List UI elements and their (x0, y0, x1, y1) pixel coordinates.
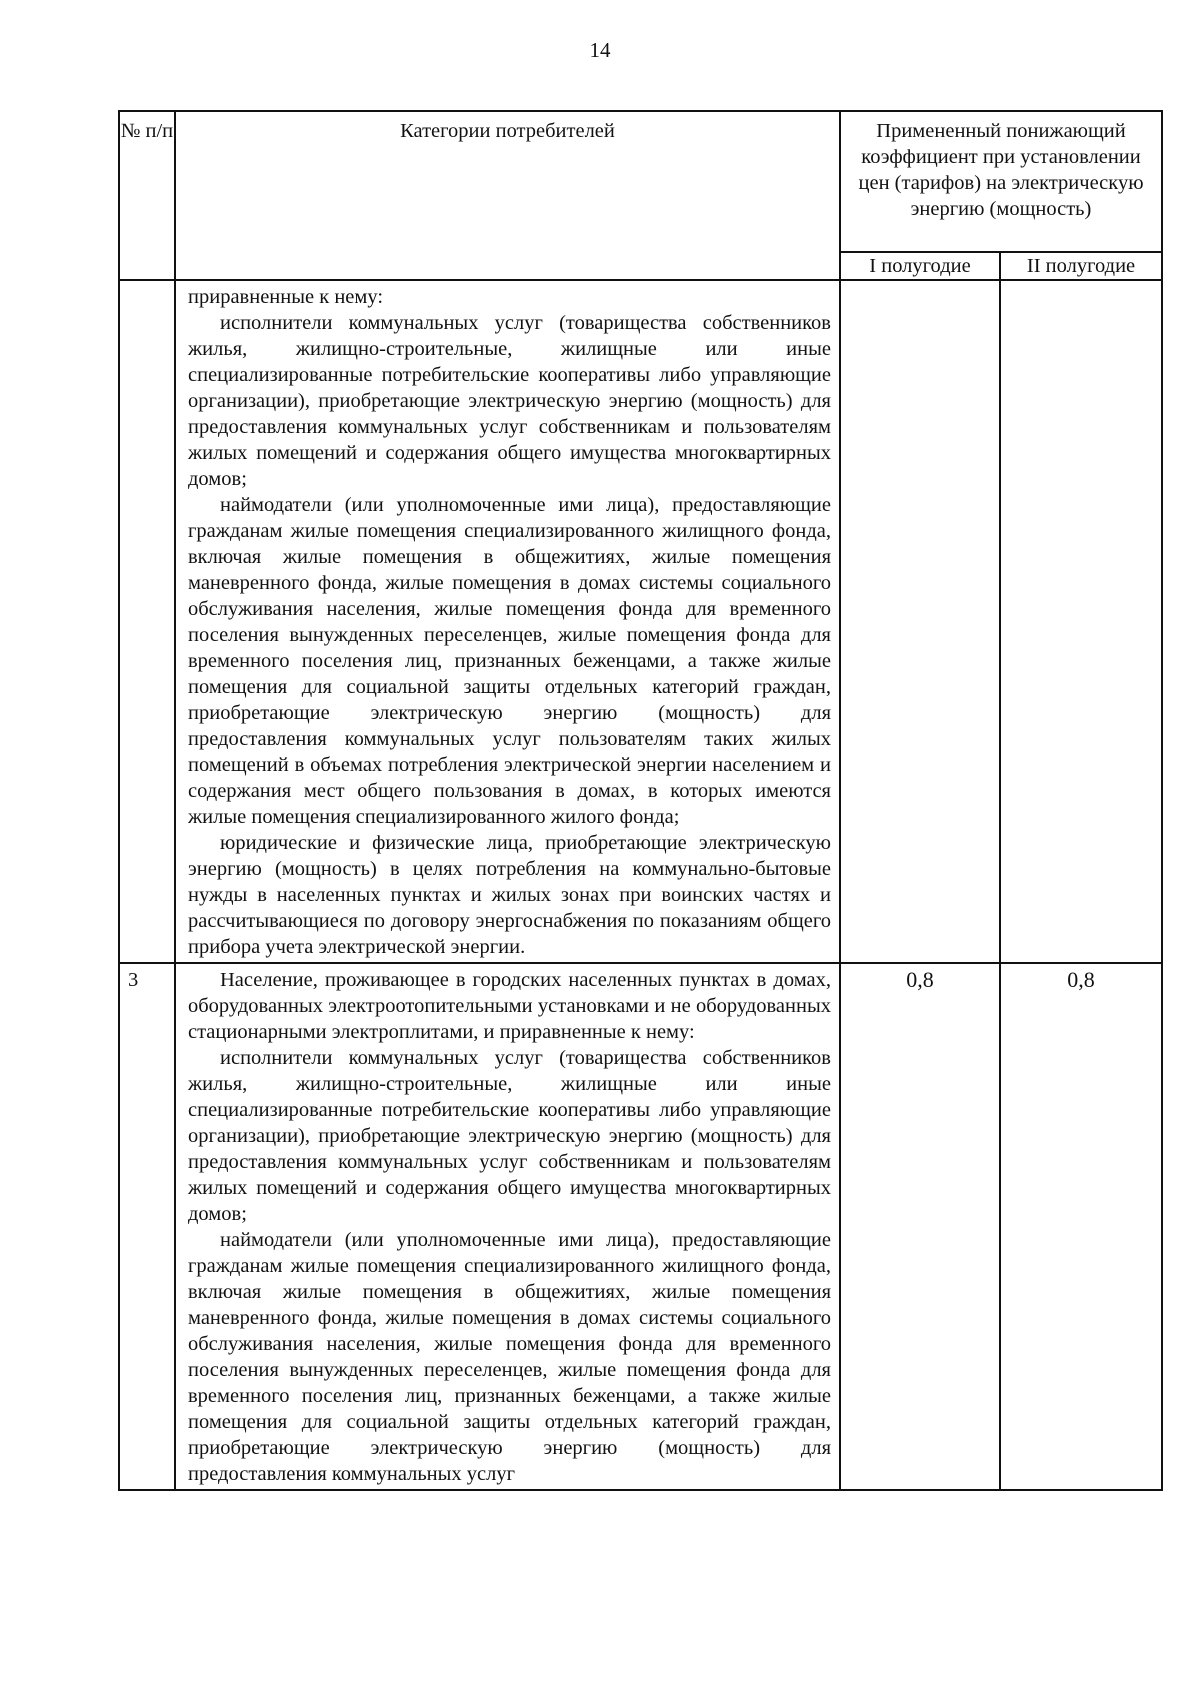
page-number: 14 (589, 38, 611, 62)
tariff-coefficient-table (118, 110, 1163, 1491)
row-paragraph: исполнители коммунальных услуг (товарищества собственников жилья, жилищно-строительные, жилищные или иные специализированные потребительские кооперативы либо управляющие организации), приобретающие электрическую энергию (мощность) для предоставления коммунальных услуг собственникам и пользователям жилых помещений и содержания общего имущества многоквартирных домов; (188, 312, 831, 490)
table-row (119, 280, 1162, 963)
header-number-column: № п/п (119, 111, 175, 280)
row-paragraph: наймодатели (или уполномоченные ими лица), предоставляющие гражданам жилые помещения специализированного жилищного фонда, включая жилые помещения в общежитиях, жилые помещения маневренного фонда, жилые помещения в домах системы социального обслуживания населения, жилые помещения фонда для временного поселения вынужденных переселенцев, жилые помещения фонда для временного поселения лиц, признанных беженцами, а также жилые помещения для социальной защиты отдельных категорий граждан, приобретающие электрическую энергию (мощность) для предоставления коммунальных услуг пользователям таких жилых помещений в объемах потребления электрической энергии населением и содержания мест общего пользования в домах, в которых имеются жилые помещения специализированного жилого фонда; (188, 494, 831, 828)
row-value-half-1: 0,8 (840, 963, 1000, 1490)
header-half-year-2: II полугодие (1000, 252, 1162, 280)
row-value-half-2 (1000, 280, 1162, 963)
row-paragraph: приравненные к нему: (188, 286, 384, 308)
header-category-column: Категории потребителей (175, 111, 840, 280)
row-paragraph: юридические и физические лица, приобретающие электрическую энергию (мощность) в целях потребления на коммунально-бытовые нужды в населенных пунктах и жилых зонах при воинских частях и рассчитывающиеся по договору энергоснабжения по показаниям общего прибора учета электрической энергии. (188, 832, 831, 958)
row-category-text (175, 280, 840, 963)
row-number (119, 280, 175, 963)
row-value-half-2: 0,8 (1000, 963, 1162, 1490)
row-paragraph: исполнители коммунальных услуг (товарищества собственников жилья, жилищно-строительные, жилищные или иные специализированные потребительские кооперативы либо управляющие организации), приобретающие электрическую энергию (мощность) для предоставления коммунальных услуг собственникам и пользователям жилых помещений и содержания общего имущества многоквартирных домов; (188, 1047, 831, 1225)
table-row (119, 963, 1162, 1490)
header-coefficient-column: Примененный понижающий коэффициент при установлении цен (тарифов) на электрическую энергию (мощность) (840, 111, 1162, 252)
row-category-text (175, 963, 840, 1490)
row-paragraph: Население, проживающее в городских населенных пунктах в домах, оборудованных электроотопительными установками и не оборудованных стационарными электроплитами, и приравненные к нему: (188, 969, 831, 1043)
header-half-year-1: I полугодие (840, 252, 1000, 280)
row-paragraph: наймодатели (или уполномоченные ими лица), предоставляющие гражданам жилые помещения специализированного жилищного фонда, включая жилые помещения в общежитиях, жилые помещения маневренного фонда, жилые помещения в домах системы социального обслуживания населения, жилые помещения фонда для временного поселения вынужденных переселенцев, жилые помещения фонда для временного поселения лиц, признанных беженцами, а также жилые помещения для социальной защиты отдельных категорий граждан, приобретающие электрическую энергию (мощность) для предоставления коммунальных услуг (188, 1229, 831, 1485)
table-header-row (119, 111, 1162, 252)
row-value-half-1 (840, 280, 1000, 963)
row-number: 3 (119, 963, 175, 1490)
